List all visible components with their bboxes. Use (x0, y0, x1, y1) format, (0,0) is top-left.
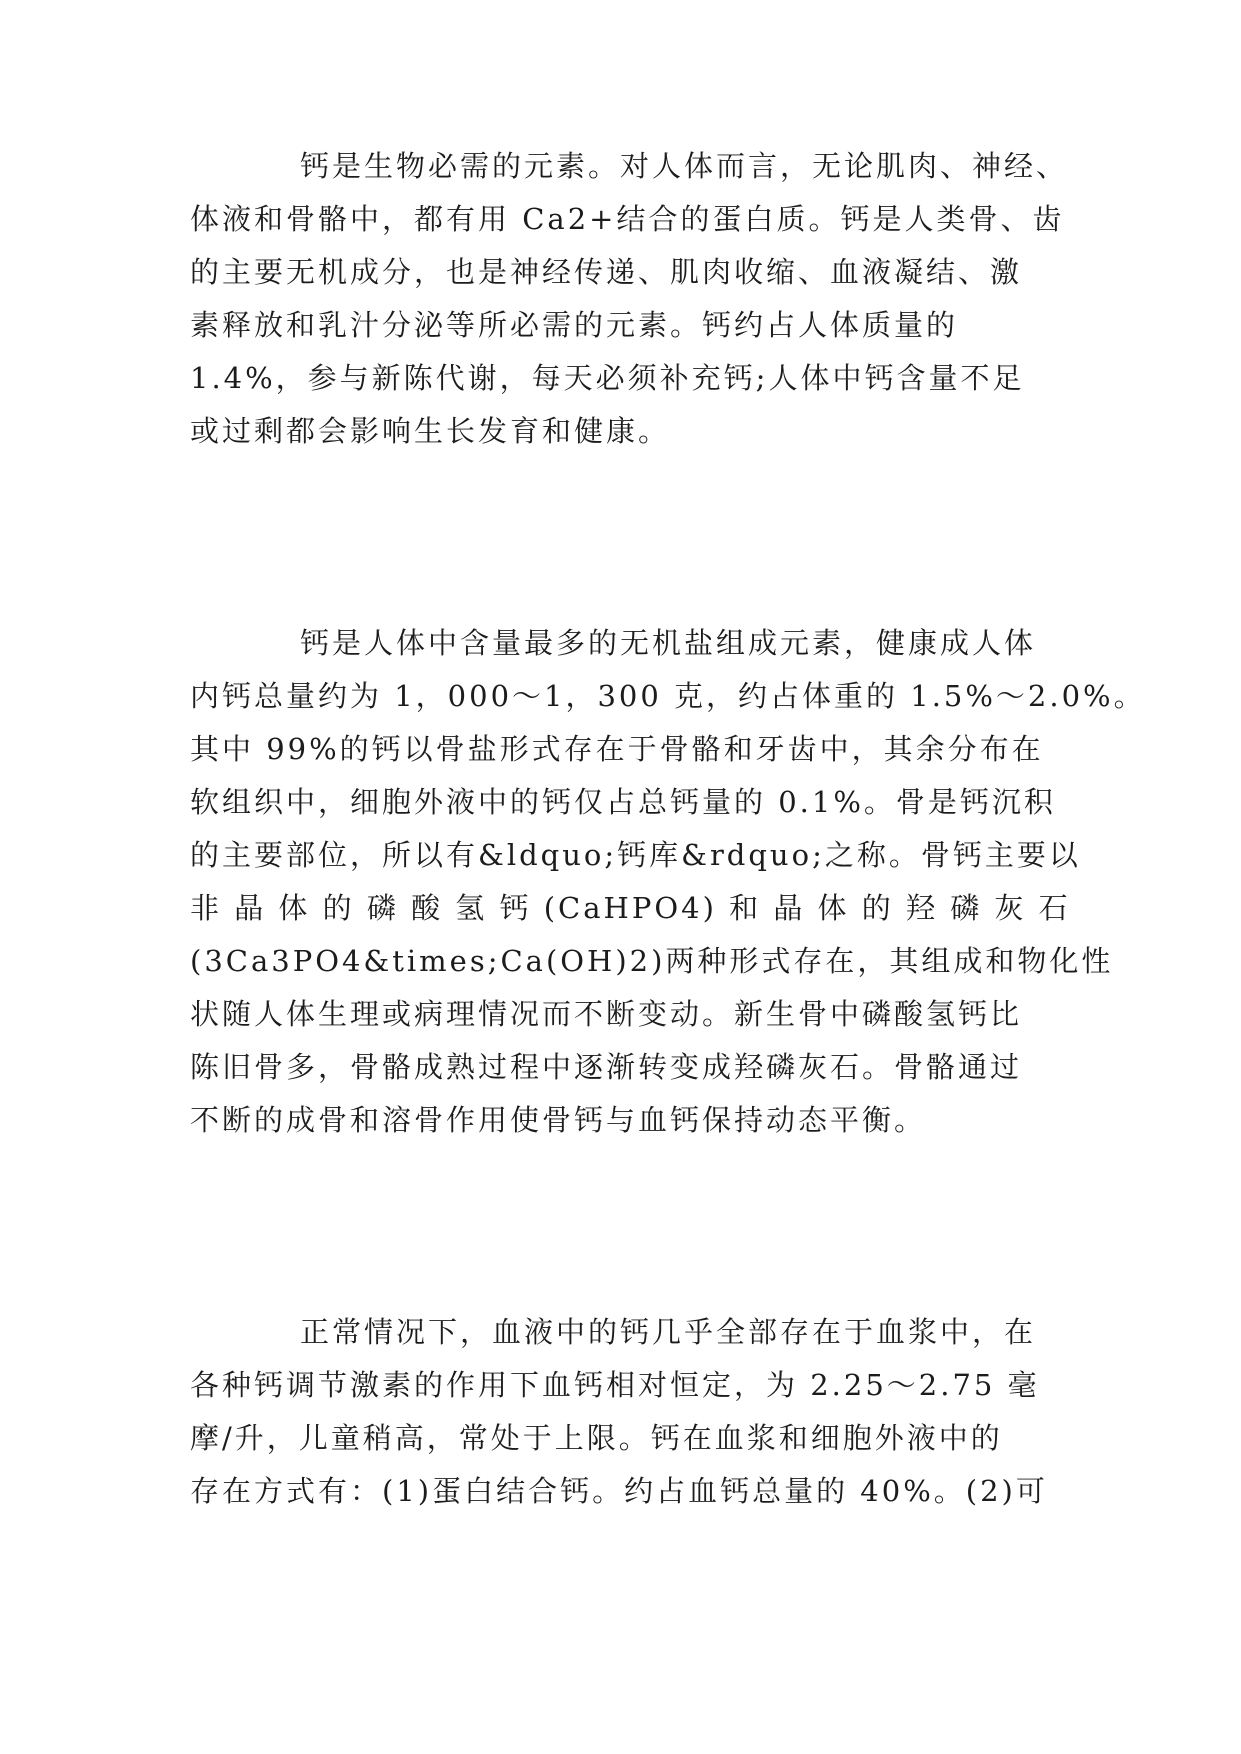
text-line: 存在方式有：(1)蛋白结合钙。约占血钙总量的 40%。(2)可 (190, 1474, 1048, 1508)
text-line: 软组织中，细胞外液中的钙仅占总钙量的 0.1%。骨是钙沉积 (190, 785, 1056, 819)
text-line: 或过剩都会影响生长发育和健康。 (190, 414, 671, 448)
text-line: 钙是生物必需的元素。对人体而言，无论肌肉、神经、 (300, 149, 1069, 183)
text-line: 陈旧骨多，骨骼成熟过程中逐渐转变成羟磷灰石。骨骼通过 (190, 1050, 1023, 1084)
text-line: 其中 99%的钙以骨盐形式存在于骨骼和牙齿中，其余分布在 (190, 732, 1044, 766)
text-line: 不断的成骨和溶骨作用使骨钙与血钙保持动态平衡。 (190, 1103, 927, 1137)
text-line: 素释放和乳汁分泌等所必需的元素。钙约占人体质量的 (190, 308, 959, 342)
text-line: 状随人体生理或病理情况而不断变动。新生骨中磷酸氢钙比 (190, 997, 1023, 1031)
text-line: 体液和骨骼中，都有用 Ca2+结合的蛋白质。钙是人类骨、齿 (190, 202, 1065, 236)
text-line: 摩/升，儿童稍高，常处于上限。钙在血浆和细胞外液中的 (190, 1421, 1003, 1455)
text-line: 1.4%，参与新陈代谢，每天必须补充钙;人体中钙含量不足 (190, 361, 1025, 395)
text-line: 钙是人体中含量最多的无机盐组成元素，健康成人体 (300, 626, 1037, 660)
text-line: 各种钙调节激素的作用下血钙相对恒定，为 2.25～2.75 毫 (190, 1368, 1040, 1402)
text-line: 的主要部位，所以有&ldquo;钙库&rdquo;之称。骨钙主要以 (190, 838, 1081, 872)
text-line: 内钙总量约为 1，000～1，300 克，约占体重的 1.5%～2.0%。 (190, 679, 1146, 713)
text-line: 正常情况下，血液中的钙几乎全部存在于血浆中，在 (300, 1315, 1037, 1349)
text-line: (3Ca3PO4&times;Ca(OH)2)两种形式存在，其组成和物化性 (190, 944, 1114, 978)
text-line: 非 晶 体 的 磷 酸 氢 钙 (CaHPO4) 和 晶 体 的 羟 磷 灰 石 (190, 891, 1071, 925)
text-line: 的主要无机成分，也是神经传递、肌肉收缩、血液凝结、激 (190, 255, 1023, 289)
